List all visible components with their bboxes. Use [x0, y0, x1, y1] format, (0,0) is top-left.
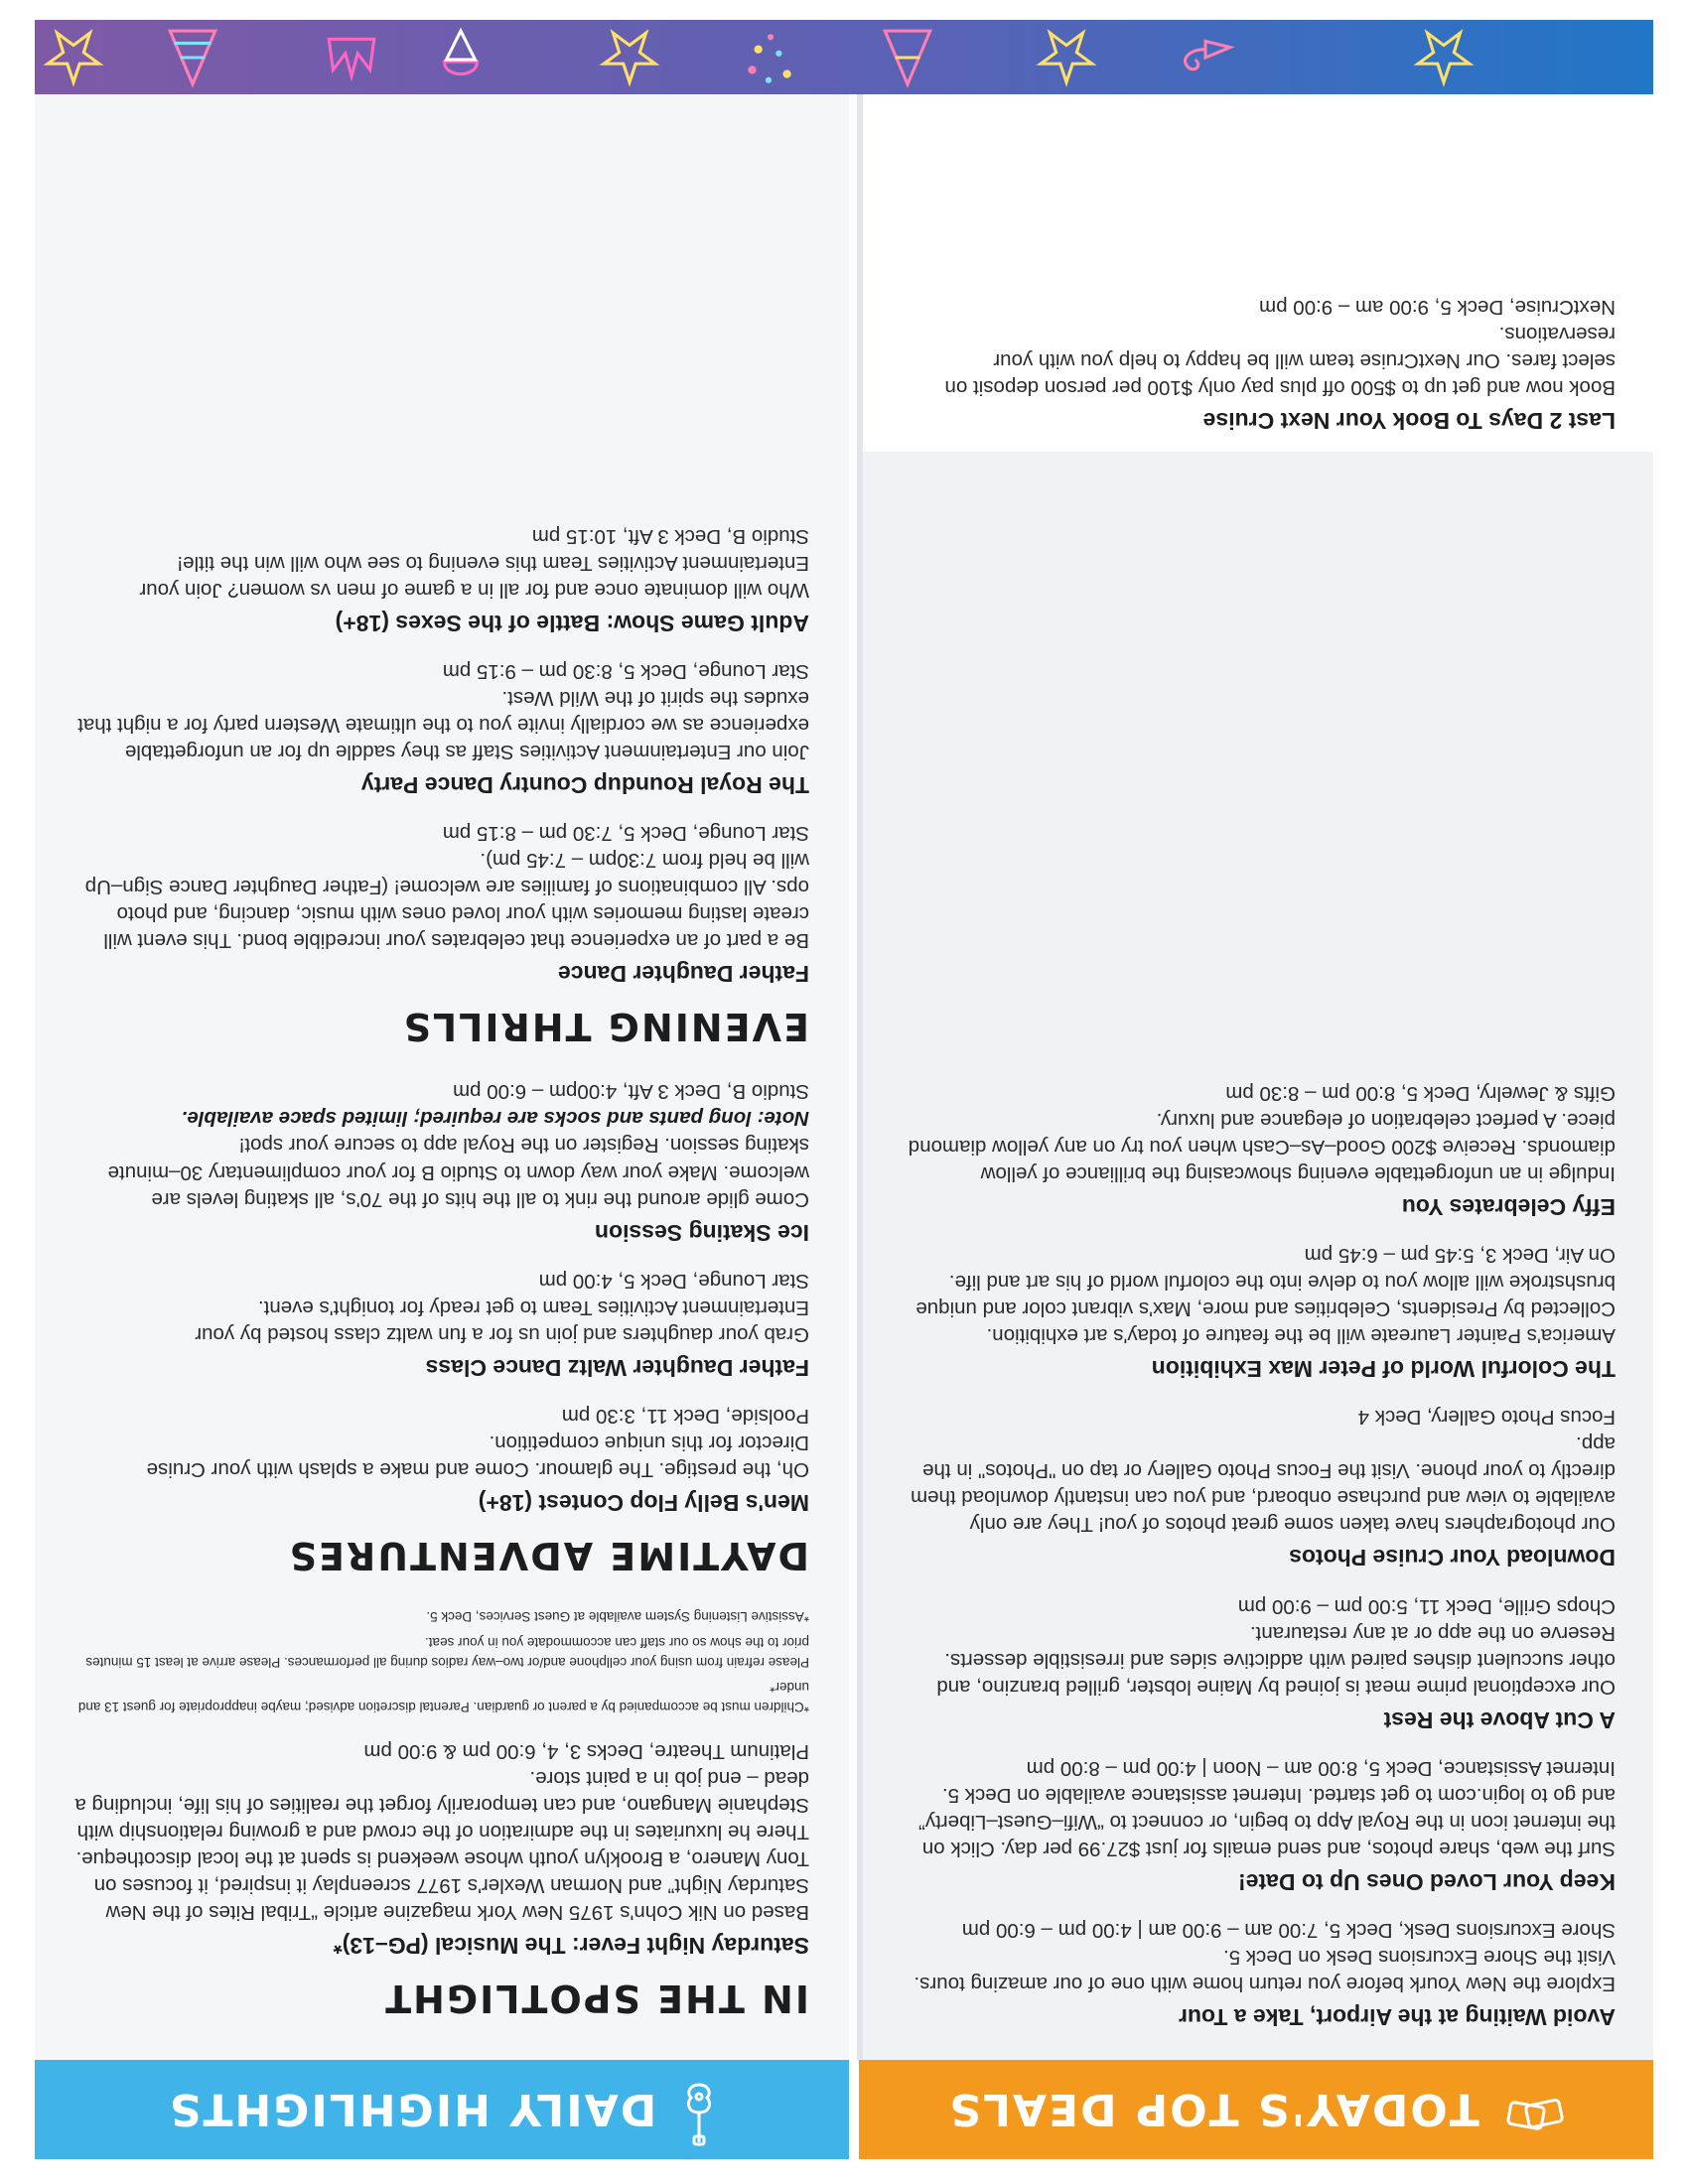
party-hat-icon [162, 27, 223, 88]
deal-item [897, 1404, 1616, 1570]
tickets-icon [1505, 2083, 1565, 2137]
evening-event [74, 658, 809, 798]
deal-item [897, 1592, 1616, 1732]
daytime-heading: DAYTIME ADVENTURES [287, 1533, 809, 1577]
highlights-column [35, 94, 849, 2060]
deal-description: Indulge in an unforgettable evening showcasing the brilliance of yellow diamonds. Receive $200 Good–As–Cash when you try on any yellow diamond piece. A perfect celebration of elegance and luxury. [908, 1108, 1616, 1186]
star-icon [1413, 27, 1475, 88]
deal-description: Our exceptional prime meat is joined by Maine lobster, grilled branzino, and other succulent dishes paired with addictive sides and irresistible desserts. Reserve on the app or at any restaurant. [936, 1621, 1616, 1699]
deal-location: Gifts & Jewelry, Deck 5, 8:00 pm – 8:30 pm [1225, 1081, 1616, 1105]
event-title: Father Daughter Waltz Dance Class [425, 1354, 809, 1381]
deal-item [897, 1917, 1616, 2030]
promo-item [897, 294, 1616, 434]
deal-title: Effy Celebrates You [1401, 1194, 1616, 1221]
promo-location: NextCruise, Deck 5, 9:00 am – 9:00 pm [1259, 295, 1616, 319]
daily-highlights-header [35, 2060, 849, 2159]
daytime-event [74, 1403, 809, 1516]
event-location: Star Lounge, Deck 5, 4:00 pm [538, 1269, 809, 1293]
deal-title: The Colorful World of Peter Max Exhibition [1151, 1356, 1616, 1383]
event-description: Join our Entertainment Activities Staff as they saddle up for an unforgettable experience as we cordially invite you to the ultimate Western party for a night that exudes the spirit of the Wild West. [77, 687, 809, 764]
deal-item [897, 1242, 1616, 1382]
deal-title: Keep Your Loved Ones Up to Date! [1238, 1868, 1616, 1895]
event-description: Based on Nik Cohn's 1975 New York magazine article “Tribal Rites of the New Saturday Night” and Norman Wexler's 1977 screenplay it inspired, it focuses on Tony Manero, a Brooklyn youth whose weekend is spent at the local discotheque. There he luxuriates in the admiration of the crowd and a growing relationship with Stephanie Mangano, and can temporarily forget the realities of his life, including a dead – end job in a paint store. [74, 1766, 809, 1924]
daytime-event [74, 1268, 809, 1381]
highlights-header-title: DAILY HIGHLIGHTS [167, 2084, 657, 2135]
crown-icon [321, 27, 382, 88]
deal-description: Our photographers have taken some great photos of you! They are only available to view and purchase onboard, and you can instantly download them directly to your phone. Visit the Focus Photo Gallery or tap on "Photos" in the app. [911, 1433, 1616, 1537]
disclaimer-text: *Children must be accompanied by a parent or guardian. Parental discretion advised; maybe inappropriate for guest 13 and under* [77, 1680, 809, 1714]
event-title: Saturday Night Fever: The Musical (PG–13)* [333, 1933, 809, 1959]
daytime-event [74, 1078, 809, 1245]
promo-area [859, 94, 1653, 452]
deal-description: Explore the New Yourk before you return home with one of our amazing tours. Visit the Shore Excursions Desk on Deck 5. [914, 1945, 1616, 1995]
star-icon [599, 27, 660, 88]
event-location: Studio B, Deck 3 Aft, 10:15 pm [531, 524, 809, 548]
event-title: The Royal Roundup Country Dance Party [360, 772, 809, 799]
deal-item [897, 1080, 1616, 1220]
deal-location: Shore Excursions Desk, Deck 5, 7:00 am – 9:00 am | 4:00 pm – 6:00 pm [961, 1918, 1616, 1942]
deal-location: Internet Assistance, Deck 5, 8:00 am – Noon | 4:00 pm – 8:00 pm [1026, 1756, 1616, 1780]
disclaimer-text: Please refrain from using your cellphone and/or two–way radios during all performances. Please arrive at least 15 minutes prior to the show so our staff can accommodate you in your seat. [85, 1634, 809, 1670]
ice-cream-icon [430, 27, 492, 88]
star-icon [43, 27, 104, 88]
deal-item [897, 1755, 1616, 1895]
deal-location: On Air, Deck 3, 5:45 pm – 6:45 pm [1304, 1244, 1616, 1268]
event-location: Star Lounge, Deck 5, 7:30 pm – 8:15 pm [442, 822, 809, 846]
party-banner [35, 20, 1653, 94]
event-location: Studio B, Deck 3 Aft, 4:00pm – 6:00 pm [453, 1080, 809, 1104]
star-icon [1036, 27, 1097, 88]
deals-header-title: TODAY'S TOP DEALS [947, 2084, 1479, 2135]
event-title: Ice Skating Session [594, 1219, 809, 1246]
deal-location: Focus Photo Gallery, Deck 4 [1357, 1406, 1616, 1430]
todays-top-deals-header [859, 2060, 1653, 2159]
column-divider [857, 94, 863, 2060]
promo-description: Book now and get up to $500 off plus pay only $100 per person deposit on select fares. Our NextCruise team will be happy to help you with your reservations. [944, 322, 1616, 399]
event-location: Star Lounge, Deck 5, 8:30 pm – 9:15 pm [442, 659, 809, 683]
deal-title: Download Your Cruise Photos [1289, 1545, 1616, 1571]
event-note: Note: long pants and socks are required; limited space available. [181, 1107, 809, 1131]
party-horn-icon [1175, 27, 1236, 88]
event-title: Adult Game Show: Battle of the Sexes (18+) [335, 610, 809, 636]
evening-event [74, 820, 809, 987]
event-location: Poolside, Deck 11, 3:30 pm [561, 1404, 809, 1428]
event-description: Be a part of an experience that celebrates your incredible bond. This event will create lasting memories with your loved ones with music, dancing, and photo ops. All combinations of families are welcome! (Father Daughter Dance Sign–Up will be held from 7:30pm – 7:45 pm). [84, 849, 809, 953]
spotlight-heading: IN THE SPOTLIGHT [383, 1977, 809, 2020]
event-description: Grab your daughters and join us for a fun waltz class hosted by your Entertainment Activities Team to get ready for tonight's event. [195, 1296, 809, 1346]
spotlight-disclaimers [74, 1607, 809, 1716]
deal-location: Chops Grille, Deck 11, 5:00 pm – 9:00 pm [1237, 1594, 1616, 1618]
event-description: Come glide around the rink to all the hits of the 70's, all skating levels are welcome. Make your way down to Studio B for your complimentary 30–minute skating session. Register on the Royal app to secure your spot! [107, 1134, 809, 1211]
event-description: Oh, the prestige. The glamour. Come and make a splash with your Cruise Director for this unique competition. [146, 1431, 809, 1481]
party-hat-icon [877, 27, 938, 88]
deal-title: Avoid Waiting at the Airport, Take a Tour [1179, 2004, 1616, 2030]
event-title: Father Daughter Dance [557, 961, 809, 988]
event-title: Men's Belly Flop Contest (18+) [478, 1489, 809, 1516]
deal-title: A Cut Above the Rest [1383, 1706, 1616, 1733]
promo-title: Last 2 Days To Book Your Next Cruise [1202, 408, 1616, 434]
evening-heading: EVENING THRILLS [401, 1005, 809, 1049]
deal-description: America's Painter Laureate will be the feature of today's art exhibition. Collected by Presidents, Celebrities and more, Max's vibrant color and unique brushstroke will allow you to delve into the colorful world of his art and life. [915, 1271, 1616, 1348]
evening-event [74, 523, 809, 636]
deal-description: Surf the web, share photos, and send emails for just $27.99 per day. Click on the internet icon in the Royal App to begin, or connect to “Wifi–Guest–Liberty” and go to login.com to get started. Internet assistance available on Deck 5. [918, 1783, 1616, 1860]
guitar-icon [682, 2073, 716, 2147]
spotlight-event [74, 1738, 809, 1959]
event-location: Platinum Theatre, Decks 3, 4, 6:00 pm & 9:00 pm [363, 1739, 809, 1763]
disclaimer-text: *Assistive Listening System available at Guest Services, Deck 5. [426, 1609, 809, 1625]
confetti-icon [738, 27, 799, 88]
event-description: Who will dominate once and for all in a game of men vs women? Join your Entertainment Activities Team this evening to see who will win the title! [139, 551, 809, 602]
